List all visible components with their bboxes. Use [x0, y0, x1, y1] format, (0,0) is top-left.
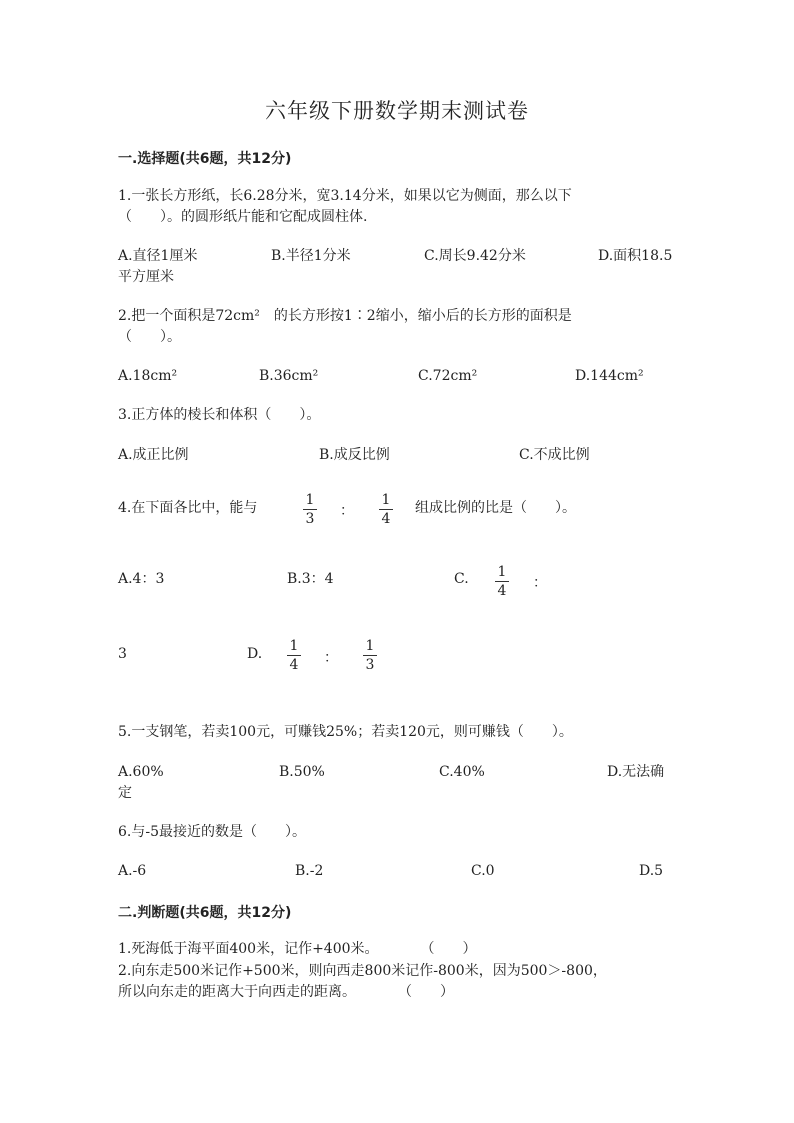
question-2-line-2: （ ）。 [118, 329, 181, 345]
section-heading-choice: 一.选择题(共6题，共12分) [118, 151, 292, 167]
question-4-option-d-fraction-2 [363, 638, 377, 673]
question-4-option-a: A.4：3 [118, 571, 165, 587]
question-5-line-1: 5.一支钢笔，若卖100元，可赚钱25%；若卖120元，则可赚钱（ ）。 [118, 724, 573, 740]
question-4-option-c-label: C. [454, 571, 469, 587]
question-3-option-b: B.成反比例 [319, 447, 390, 463]
question-1-option-d-cont: 平方厘米 [118, 269, 174, 285]
question-2-option-b: B.36cm² [259, 368, 319, 384]
fraction-numerator: 1 [497, 564, 507, 580]
question-6-option-c: C.0 [471, 863, 495, 879]
question-4-option-c-fraction [495, 564, 509, 599]
question-1-option-c: C.周长9.42分米 [424, 248, 526, 264]
question-4-option-b: B.3：4 [287, 571, 334, 587]
question-3-option-c: C.不成比例 [519, 447, 590, 463]
question-5-option-a: A.60% [118, 764, 164, 780]
question-4-option-c-colon: ： [533, 575, 547, 591]
question-6-line-1: 6.与-5最接近的数是（ ）。 [118, 824, 306, 840]
judgement-question-1: 1.死海低于海平面400米，记作+400米。 （ ） [118, 941, 477, 957]
fraction-denominator: 3 [365, 657, 375, 673]
fraction-bar [287, 655, 301, 656]
question-1-line-2: （ ）。的圆形纸片能和它配成圆柱体. [118, 209, 368, 225]
question-4-option-d-colon: ： [324, 650, 338, 666]
question-5-option-b: B.50% [279, 764, 325, 780]
question-5-option-c: C.40% [439, 764, 485, 780]
question-2-option-d: D.144cm² [575, 368, 644, 384]
question-4-option-d-fraction-1 [287, 638, 301, 673]
question-2-option-a: A.18cm² [118, 368, 178, 384]
fraction-numerator: 1 [289, 638, 299, 654]
judgement-question-2-line-1: 2.向东走500米记作+500米，则向西走800米记作-800米，因为500＞-800， [118, 963, 607, 979]
fraction-numerator: 1 [365, 638, 375, 654]
question-4-fraction-1 [303, 492, 317, 527]
question-4-suffix: 组成比例的比是（ ）。 [415, 500, 576, 516]
fraction-denominator: 3 [305, 511, 315, 527]
fraction-bar [495, 581, 509, 582]
question-1-option-a: A.直径1厘米 [118, 248, 198, 264]
fraction-numerator: 1 [381, 492, 391, 508]
section-heading-judgement: 二.判断题(共6题，共12分) [118, 905, 292, 921]
fraction-bar [363, 655, 377, 656]
fraction-denominator: 4 [289, 657, 299, 673]
question-6-option-b: B.-2 [295, 863, 324, 879]
question-5-option-d: D.无法确 [607, 764, 665, 780]
question-5-option-d-cont: 定 [118, 785, 132, 801]
question-4-colon: ： [340, 503, 354, 519]
question-6-option-a: A.-6 [118, 863, 147, 879]
question-1-option-d: D.面积18.5 [598, 248, 673, 264]
question-1-line-1: 1.一张长方形纸，长6.28分米，宽3.14分米，如果以它为侧面，那么以下 [118, 188, 572, 204]
question-4-option-c-cont: 3 [118, 646, 127, 662]
fraction-bar [303, 509, 317, 510]
question-3-line-1: 3.正方体的棱长和体积（ ）。 [118, 407, 321, 423]
question-3-option-a: A.成正比例 [118, 447, 189, 463]
question-1-option-b: B.半径1分米 [271, 248, 351, 264]
question-2-line-1: 2.把一个面积是72cm² 的长方形按1∶2缩小，缩小后的长方形的面积是 [118, 308, 572, 324]
question-4-option-d-label: D. [247, 646, 263, 662]
question-4-prefix: 4.在下面各比中，能与 [118, 500, 258, 516]
fraction-denominator: 4 [381, 511, 391, 527]
fraction-bar [379, 509, 393, 510]
page-title: 六年级下册数学期末测试卷 [265, 99, 529, 123]
question-2-option-c: C.72cm² [418, 368, 478, 384]
fraction-denominator: 4 [497, 583, 507, 599]
judgement-question-2-line-2: 所以向东走的距离大于向西走的距离。 （ ） [118, 984, 454, 1000]
fraction-numerator: 1 [305, 492, 315, 508]
question-4-fraction-2 [379, 492, 393, 527]
question-6-option-d: D.5 [639, 863, 664, 879]
